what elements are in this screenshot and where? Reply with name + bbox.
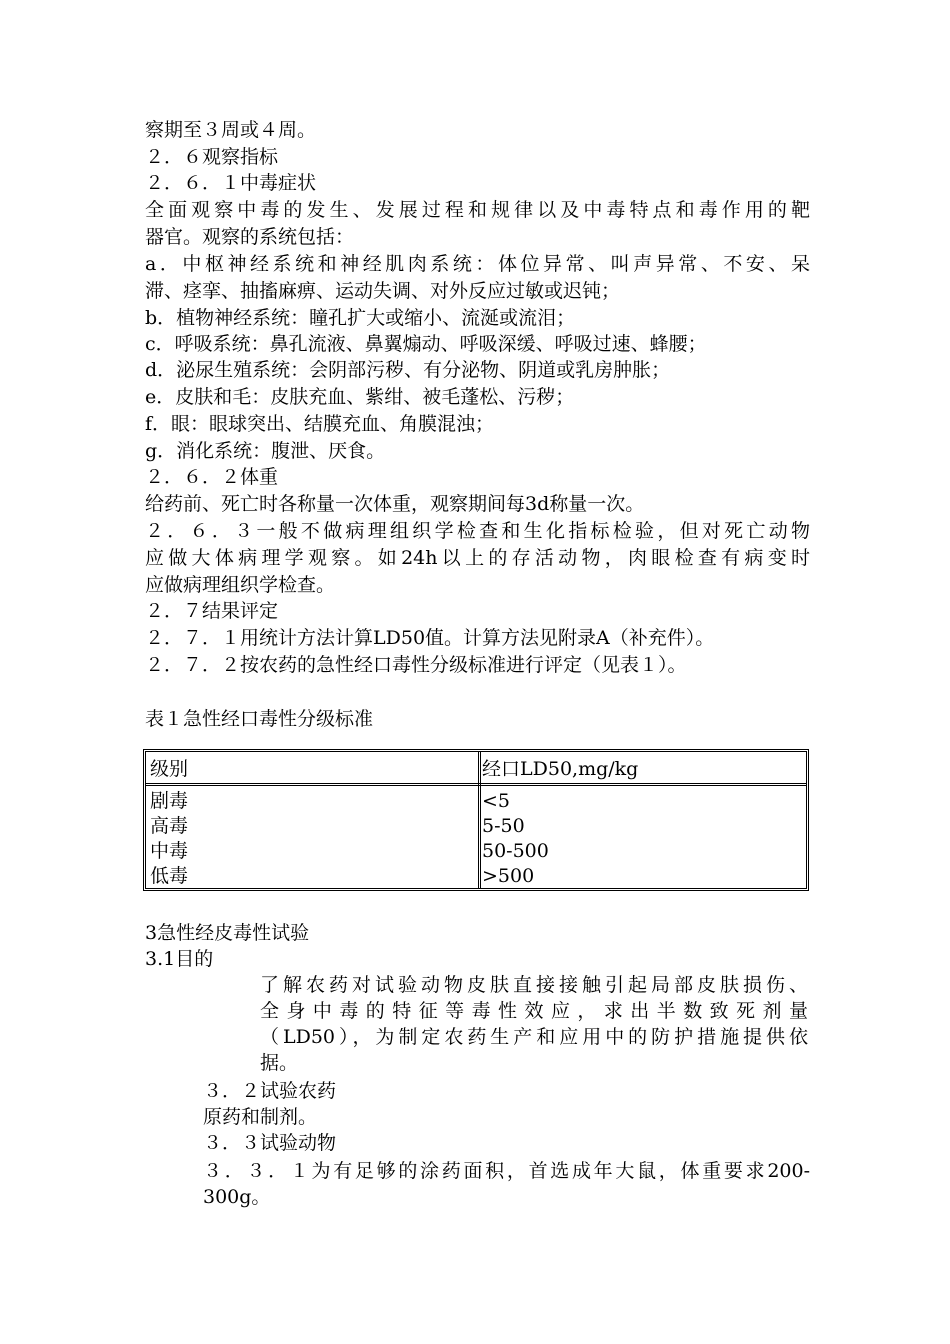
purpose-paragraph <box>260 972 808 1076</box>
table-column-divider <box>478 752 481 888</box>
table-cell: <5 <box>482 790 511 812</box>
list-item: b．植物神经系统：瞳孔扩大或缩小、流涎或流泪； <box>145 307 576 329</box>
text-line: ３．３．１为有足够的涂药面积，首选成年大鼠，体重要求200- <box>203 1160 810 1182</box>
list-item: e．皮肤和毛：皮肤充血、紫绀、被毛蓬松、污秽； <box>145 386 575 408</box>
table-cell: 剧毒 <box>150 790 189 812</box>
text-line: 给药前、死亡时各称量一次体重，观察期间每3d称量一次。 <box>145 493 645 515</box>
text-line: 应做病理组织学检查。 <box>145 574 336 596</box>
table-cell: 低毒 <box>150 865 189 887</box>
toxicity-table <box>143 749 809 891</box>
section-heading: ３．２试验农药 <box>203 1080 337 1102</box>
list-item: a．中枢神经系统和神经肌肉系统：体位异常、叫声异常、不安、呆 <box>145 253 810 275</box>
text-line: 原药和制剂。 <box>203 1106 318 1128</box>
section-heading: ２．７结果评定 <box>145 600 279 622</box>
section-heading: ２．６观察指标 <box>145 146 279 168</box>
section-heading: 3急性经皮毒性试验 <box>145 922 310 944</box>
list-item: d．泌尿生殖系统：会阴部污秽、有分泌物、阴道或乳房肿胀； <box>145 359 671 381</box>
text-line: 器官。观察的系统包括： <box>145 226 355 248</box>
table-cell: 5-50 <box>482 815 525 837</box>
list-item: f．眼：眼球突出、结膜充血、角膜混浊； <box>145 413 495 435</box>
list-item: c．呼吸系统：鼻孔流液、鼻翼煽动、呼吸深缓、呼吸过速、蜂腰； <box>145 333 707 355</box>
text-line: ２．７．１用统计方法计算LD50值。计算方法见附录A（补充件）。 <box>145 627 715 649</box>
text-line: 了解农药对试验动物皮肤直接接触引起局部皮肤损伤、 <box>260 974 808 996</box>
list-item: g．消化系统：腹泄、厌食。 <box>145 440 386 462</box>
table-cell: 高毒 <box>150 815 189 837</box>
table-header-cell: 级别 <box>150 758 189 780</box>
section-heading: 3.1目的 <box>145 948 214 970</box>
text-line: 滞、痉挛、抽搐麻痹、运动失调、对外反应过敏或迟钝； <box>145 280 621 302</box>
table-cell: >500 <box>482 865 535 887</box>
section-heading: ３．３试验动物 <box>203 1132 337 1154</box>
table-cell: 中毒 <box>150 840 189 862</box>
text-line: ２．６．３一般不做病理组织学检查和生化指标检验，但对死亡动物 <box>145 520 810 542</box>
text-line: 300g。 <box>203 1186 271 1208</box>
table-caption: 表１急性经口毒性分级标准 <box>145 708 374 730</box>
text-line: 据。 <box>260 1052 299 1074</box>
table-header-row <box>146 752 806 786</box>
text-line: 全面观察中毒的发生、发展过程和规律以及中毒特点和毒作用的靶 <box>145 199 810 221</box>
table-cell: 50-500 <box>482 840 549 862</box>
table-header-cell: 经口LD50,mg/kg <box>482 758 639 780</box>
section-heading: ２．６．２体重 <box>145 466 279 488</box>
text-line: 应做大体病理学观察。如24h以上的存活动物，肉眼检查有病变时 <box>145 547 810 569</box>
section-heading: ２．６．１中毒症状 <box>145 172 317 194</box>
text-line: 全身中毒的特征等毒性效应，求出半数致死剂量 <box>260 1000 808 1022</box>
text-line: 察期至３周或４周。 <box>145 119 317 141</box>
text-line: （LD50），为制定农药生产和应用中的防护措施提供依 <box>260 1026 808 1048</box>
text-line: ２．７．２按农药的急性经口毒性分级标准进行评定（见表１）。 <box>145 654 687 676</box>
